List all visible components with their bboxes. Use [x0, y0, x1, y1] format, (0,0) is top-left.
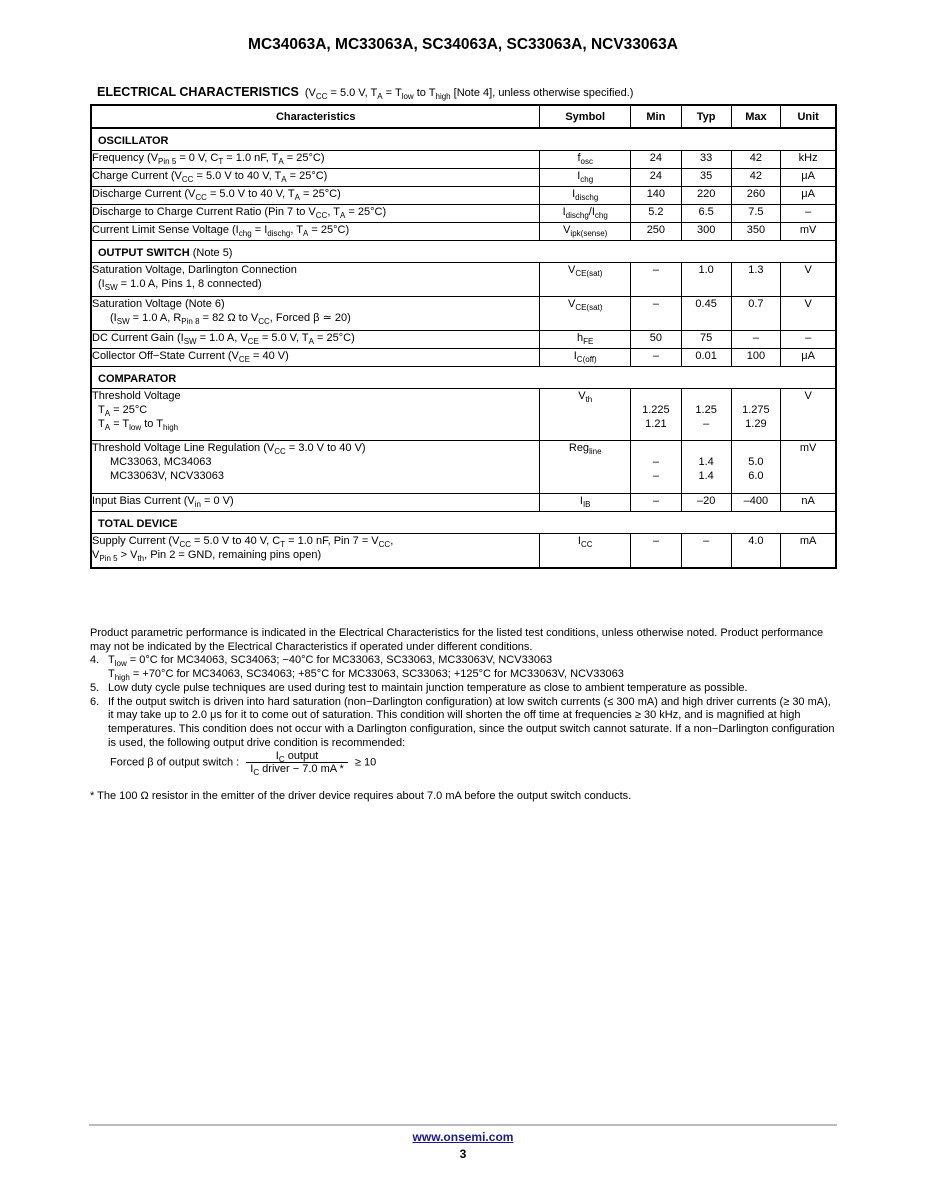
note-number: 5.	[90, 681, 100, 694]
value: –	[703, 418, 710, 430]
table-header-row	[91, 105, 836, 128]
row-max: 260	[731, 187, 781, 205]
category-label: OSCILLATOR	[91, 128, 836, 151]
row-symbol: $I_{IB}$	[540, 494, 631, 512]
row-typ: 0.01	[681, 349, 731, 367]
row-unit: μA	[781, 169, 836, 187]
row-max: 350	[731, 223, 781, 241]
formula-value: ≥ 10	[354, 756, 377, 769]
row-symbol: $I_{dischg}$	[540, 187, 631, 205]
value: 1.225	[642, 404, 670, 416]
col-min: Min	[630, 105, 681, 128]
page-header: MC34063A, MC33063A, SC34063A, SC33063A, NCV33063A	[248, 36, 678, 53]
row-min: 50	[630, 331, 681, 349]
row-typ: 0.45	[681, 297, 731, 331]
row-max: 100	[731, 349, 781, 367]
table-row	[91, 534, 836, 569]
row-typ: –20	[681, 494, 731, 512]
electrical-characteristics-table	[90, 104, 837, 569]
row-typ: 75	[681, 331, 731, 349]
row-symbol: $I_{dischg}/I_{chg}$	[540, 205, 631, 223]
section-conditions: ($V_{CC} = 5.0$ V, $T_A = T_{low}$ to $T_{high}$ [Note 4], unless otherwise specified.)	[304, 87, 634, 101]
row-min: 5.2	[630, 205, 681, 223]
row-unit: V	[781, 263, 836, 297]
row-min: –	[630, 494, 681, 512]
row-min: 24	[630, 169, 681, 187]
row-symbol: $h_{FE}$	[540, 331, 631, 349]
note-text: $T_{low} = 0^\circ C$ for MC34063, SC34063; −40°C for MC33063, SC33063, MC33063V, NCV33063 $T_{high} = +70^\circ C$ for MC34063, SC34063; +85°C for MC33063, SC33063; +125°C for MC33063V, NCV33063	[108, 654, 624, 683]
category-label-text: OUTPUT SWITCH	[98, 247, 190, 259]
row-typ: 6.5	[681, 205, 731, 223]
row-typ: –	[681, 534, 731, 569]
formula-label: Forced β of output switch :	[110, 756, 240, 769]
row-min: –	[630, 297, 681, 331]
row-min	[630, 441, 681, 494]
row-typ: 220	[681, 187, 731, 205]
col-unit: Unit	[781, 105, 836, 128]
row-min: –	[630, 534, 681, 569]
footer-divider	[89, 1124, 837, 1126]
row-min: –	[630, 349, 681, 367]
row-label: Discharge to Charge Current Ratio (Pin 7 to $V_{CC}$, $T_A = 25^\circ C$)	[91, 205, 540, 223]
row-typ	[681, 441, 731, 494]
col-characteristics: Characteristics	[91, 105, 540, 128]
note-text: If the output switch is driven into hard saturation (non−Darlington configuration) at low switch currents (≤ 300 mA) and high driver currents (≥ 30 mA), it may take up to 2.0 μs for it to come out of saturation. This condition will shorten the off time at frequencies ≥ 30 kHz, and is magnified at high temperatures. This condition does not occur with a Darlington configuration, since the output switch cannot saturate. If a non−Darlington configuration is used, the following output drive condition is recommended:	[108, 695, 835, 749]
row-max: 42	[731, 169, 781, 187]
value: 1.275	[742, 404, 770, 416]
row-min: –	[630, 263, 681, 297]
value: 1.21	[645, 418, 667, 430]
col-max: Max	[731, 105, 781, 128]
note-5	[90, 682, 838, 696]
row-unit: μA	[781, 349, 836, 367]
row-label: Supply Current ($V_{CC} = 5.0$ V to 40 V, $C_T = 1.0$ nF, Pin $7 = V_{CC}$, $V_{Pin 5} > V_{th}$, Pin 2 = GND, remaining pins open)	[91, 534, 540, 569]
value: 1.4	[698, 470, 714, 482]
table-row	[91, 331, 836, 349]
table-row	[91, 223, 836, 241]
value: –	[652, 470, 659, 482]
row-symbol: $I_{CC}$	[540, 534, 631, 569]
category-label: TOTAL DEVICE	[91, 512, 836, 534]
category-oscillator	[91, 128, 836, 151]
table-row	[91, 494, 836, 512]
row-label: Frequency ($V_{Pin 5} = 0$ V, $C_T = 1.0$ nF, $T_A = 25^\circ C$)	[91, 151, 540, 169]
value: 1.4	[698, 456, 714, 468]
row-label: Current Limit Sense Voltage ($I_{chg} = I_{dischg}$, $T_A = 25^\circ C$)	[91, 223, 540, 241]
category-label	[91, 241, 836, 263]
formula-fraction	[246, 750, 348, 775]
row-label: Input Bias Current ($V_{in} = 0$ V)	[91, 494, 540, 512]
row-label: Threshold Voltage $T_A = 25^\circ C$ $T_A = T_{low}$ to $T_{high}$	[91, 389, 540, 441]
row-label: Saturation Voltage (Note 6) ($I_{SW} = 1.0$ A, $R_{Pin 8} = 82$ Ω to $V_{CC}$, Forced β ≃ 20)	[91, 297, 540, 331]
row-min: 24	[630, 151, 681, 169]
table-row	[91, 389, 836, 441]
row-typ: 35	[681, 169, 731, 187]
row-symbol: $V_{ipk(sense)}$	[540, 223, 631, 241]
row-max	[731, 389, 781, 441]
row-unit: mV	[781, 441, 836, 494]
row-symbol: Reg$_{line}$	[540, 441, 631, 494]
row-unit: kHz	[781, 151, 836, 169]
row-symbol: $V_{th}$	[540, 389, 631, 441]
row-label: Threshold Voltage Line Regulation ($V_{CC} = 3.0$ V to 40 V) MC33063, MC34063 MC33063V, NCV33063	[91, 441, 540, 494]
row-unit: –	[781, 205, 836, 223]
category-comparator	[91, 367, 836, 389]
category-output-switch	[91, 241, 836, 263]
row-max: 1.3	[731, 263, 781, 297]
table-row	[91, 441, 836, 494]
note-4	[90, 654, 838, 681]
category-total-device	[91, 512, 836, 534]
notes	[90, 627, 838, 750]
row-unit: mV	[781, 223, 836, 241]
row-symbol: $V_{CE(sat)}$	[540, 297, 631, 331]
forced-beta-formula	[110, 750, 376, 775]
row-symbol: $I_{chg}$	[540, 169, 631, 187]
website-link[interactable]: www.onsemi.com	[412, 1130, 514, 1144]
table-row	[91, 187, 836, 205]
row-unit: mA	[781, 534, 836, 569]
value: –	[652, 456, 659, 468]
value: 5.0	[748, 456, 764, 468]
row-typ	[681, 389, 731, 441]
row-max: –400	[731, 494, 781, 512]
row-label: Charge Current ($V_{CC} = 5.0$ V to 40 V, $T_A = 25^\circ C$)	[91, 169, 540, 187]
row-max: 7.5	[731, 205, 781, 223]
category-label: COMPARATOR	[91, 367, 836, 389]
row-symbol: $V_{CE(sat)}$	[540, 263, 631, 297]
table-row	[91, 205, 836, 223]
value: 1.25	[695, 404, 717, 416]
row-unit: nA	[781, 494, 836, 512]
table-row	[91, 263, 836, 297]
row-label: Collector Off−State Current ($V_{CE} = 40$ V)	[91, 349, 540, 367]
row-min: 140	[630, 187, 681, 205]
row-symbol: $I_{C(off)}$	[540, 349, 631, 367]
row-max: 4.0	[731, 534, 781, 569]
formula-numerator: $I_C$ output	[246, 750, 348, 763]
row-max: 42	[731, 151, 781, 169]
row-label: Saturation Voltage, Darlington Connection ($I_{SW} = 1.0$ A, Pins 1, 8 connected)	[91, 263, 540, 297]
col-typ: Typ	[681, 105, 731, 128]
note-6	[90, 696, 838, 751]
table-row	[91, 349, 836, 367]
table-row	[91, 151, 836, 169]
footnote: * The 100 Ω resistor in the emitter of the driver device requires about 7.0 mA before the output switch conducts.	[90, 790, 632, 802]
row-label: Discharge Current ($V_{CC} = 5.0$ V to 40 V, $T_A = 25^\circ C$)	[91, 187, 540, 205]
row-label: DC Current Gain ($I_{SW} = 1.0$ A, $V_{CE} = 5.0$ V, $T_A = 25^\circ C$)	[91, 331, 540, 349]
row-typ: 33	[681, 151, 731, 169]
row-typ: 300	[681, 223, 731, 241]
value: 1.29	[745, 418, 767, 430]
table-row	[91, 297, 836, 331]
row-typ: 1.0	[681, 263, 731, 297]
row-unit: V	[781, 389, 836, 441]
notes-intro: Product parametric performance is indicated in the Electrical Characteristics for the listed test conditions, unless otherwise noted. Product performance may not be indicated by the Electrical Characteristics if operated under different conditions.	[90, 627, 824, 653]
formula-denominator: $I_C$ driver − 7.0 mA *	[250, 763, 344, 777]
row-unit: V	[781, 297, 836, 331]
row-min: 250	[630, 223, 681, 241]
note-number: 6.	[90, 695, 100, 708]
row-unit: –	[781, 331, 836, 349]
value: 6.0	[748, 470, 764, 482]
category-note: (Note 5)	[192, 247, 233, 259]
page-number: 3	[459, 1147, 467, 1161]
row-unit: μA	[781, 187, 836, 205]
row-max: –	[731, 331, 781, 349]
section-title-text: ELECTRICAL CHARACTERISTICS	[97, 85, 299, 99]
col-symbol: Symbol	[540, 105, 631, 128]
note-number: 4.	[90, 654, 100, 667]
row-min	[630, 389, 681, 441]
row-symbol: $f_{osc}$	[540, 151, 631, 169]
note-text: Low duty cycle pulse techniques are used during test to maintain junction temperature as close to ambient temperature as possible.	[108, 681, 748, 694]
table-row	[91, 169, 836, 187]
row-max	[731, 441, 781, 494]
section-title	[97, 85, 633, 99]
row-max: 0.7	[731, 297, 781, 331]
